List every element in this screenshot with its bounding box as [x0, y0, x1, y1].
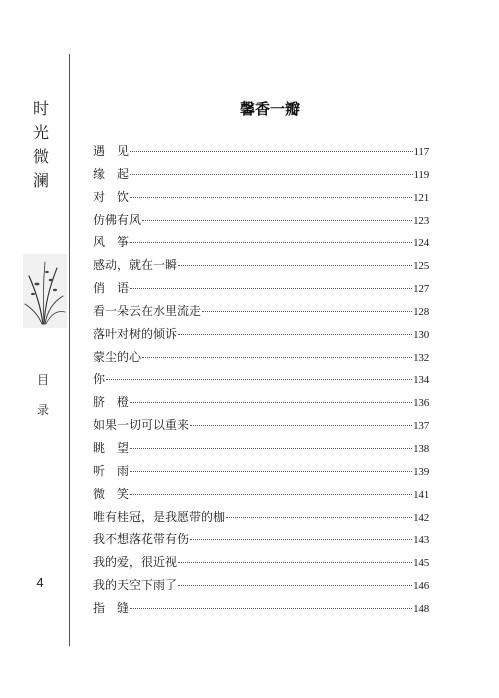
toc-entry[interactable] [93, 599, 429, 622]
table-of-contents [93, 142, 429, 622]
toc-entry-title: 我的爱，很近视 [93, 555, 178, 570]
toc-entry-page: 124 [413, 237, 429, 250]
toc-entry-page: 137 [413, 420, 429, 433]
toc-entry[interactable] [93, 279, 429, 302]
section-label-char: 目 [36, 373, 49, 387]
toc-entry-page: 128 [413, 305, 429, 318]
toc-entry[interactable] [93, 165, 429, 188]
toc-entry-title: 听 雨 [93, 463, 130, 478]
toc-entry[interactable] [93, 462, 429, 485]
toc-entry-title: 你 [93, 372, 106, 387]
toc-entry[interactable] [93, 553, 429, 576]
toc-entry-page: 119 [413, 168, 429, 181]
toc-leader-dots [106, 379, 412, 380]
toc-leader-dots [178, 585, 412, 586]
book-title-char: 光 [32, 123, 49, 142]
section-label-char: 录 [36, 403, 49, 417]
toc-entry-title: 唯有桂冠，是我愿带的枷 [93, 509, 226, 524]
toc-leader-dots [130, 471, 412, 472]
toc-leader-dots [178, 334, 412, 335]
toc-entry[interactable] [93, 393, 429, 416]
toc-entry-title: 对 饮 [93, 189, 130, 204]
toc-entry-title: 我不想落花带有伤 [93, 532, 190, 547]
toc-entry[interactable] [93, 188, 429, 211]
toc-entry[interactable] [93, 142, 429, 165]
toc-entry-title: 微 笑 [93, 486, 130, 501]
orchid-illustration [23, 254, 67, 328]
toc-entry-page: 125 [413, 260, 429, 273]
toc-entry-title: 风 筝 [93, 235, 130, 250]
toc-entry-page: 145 [413, 557, 429, 570]
toc-entry[interactable] [93, 256, 429, 279]
margin-rule [69, 54, 70, 646]
toc-entry-page: 141 [413, 488, 429, 501]
toc-leader-dots [130, 288, 412, 289]
toc-leader-dots [226, 517, 412, 518]
toc-entry-page: 134 [413, 374, 429, 387]
toc-entry[interactable] [93, 576, 429, 599]
toc-entry-title: 落叶对树的倾诉 [93, 326, 178, 341]
toc-entry-title: 俏 语 [93, 281, 130, 296]
toc-leader-dots [190, 539, 412, 540]
toc-entry[interactable] [93, 348, 429, 371]
toc-leader-dots [142, 357, 412, 358]
section-label-vertical [33, 373, 53, 433]
toc-entry-page: 127 [413, 283, 429, 296]
toc-leader-dots [130, 494, 412, 495]
toc-entry-title: 遇 见 [93, 144, 130, 158]
toc-entry[interactable] [93, 439, 429, 462]
toc-entry-title: 指 缝 [93, 600, 130, 615]
toc-entry-title: 如果一切可以重来 [93, 418, 190, 433]
toc-entry-title: 眺 望 [93, 440, 130, 455]
toc-leader-dots [142, 220, 412, 221]
book-title-char: 澜 [32, 171, 49, 190]
toc-entry-page: 139 [413, 465, 429, 478]
book-title-vertical [26, 97, 56, 193]
toc-entry[interactable] [93, 325, 429, 348]
toc-leader-dots [130, 402, 412, 403]
toc-leader-dots [130, 197, 412, 198]
toc-entry-page: 130 [413, 328, 429, 341]
toc-entry-page: 136 [413, 397, 429, 410]
toc-entry[interactable] [93, 530, 429, 553]
toc-entry-page: 117 [413, 146, 429, 158]
page-number: 4 [36, 575, 44, 590]
toc-entry-page: 146 [413, 580, 429, 593]
book-title-char: 时 [32, 99, 49, 118]
toc-entry-title: 看一朵云在水里流走 [93, 303, 202, 318]
toc-entry-title: 我的天空下雨了 [93, 578, 178, 593]
toc-entry[interactable] [93, 508, 429, 531]
toc-leader-dots [130, 151, 412, 152]
book-title-char: 微 [32, 147, 49, 166]
toc-entry-page: 138 [413, 442, 429, 455]
toc-entry-page: 123 [413, 214, 429, 227]
toc-entry-title: 蒙尘的心 [93, 349, 142, 364]
toc-entry-title: 脐 橙 [93, 395, 130, 410]
toc-entry[interactable] [93, 370, 429, 393]
toc-entry-page: 143 [413, 534, 429, 547]
toc-entry-page: 132 [413, 351, 429, 364]
toc-leader-dots [202, 311, 412, 312]
toc-entry-title: 缘 起 [93, 166, 130, 181]
toc-leader-dots [178, 562, 412, 563]
toc-leader-dots [178, 265, 412, 266]
toc-entry-page: 121 [413, 191, 429, 204]
toc-entry-title: 仿佛有风 [93, 212, 142, 227]
toc-entry[interactable] [93, 485, 429, 508]
toc-entry[interactable] [93, 416, 429, 439]
section-heading: 馨香一瓣 [239, 100, 300, 118]
toc-leader-dots [130, 174, 412, 175]
toc-leader-dots [130, 242, 412, 243]
toc-entry[interactable] [93, 233, 429, 256]
toc-entry-page: 148 [413, 602, 429, 615]
toc-leader-dots [130, 448, 412, 449]
toc-leader-dots [190, 425, 412, 426]
toc-entry[interactable] [93, 302, 429, 325]
toc-leader-dots [130, 608, 412, 609]
toc-entry-title: 感动，就在一瞬 [93, 258, 178, 273]
toc-entry[interactable] [93, 211, 429, 234]
toc-entry-page: 142 [413, 511, 429, 524]
